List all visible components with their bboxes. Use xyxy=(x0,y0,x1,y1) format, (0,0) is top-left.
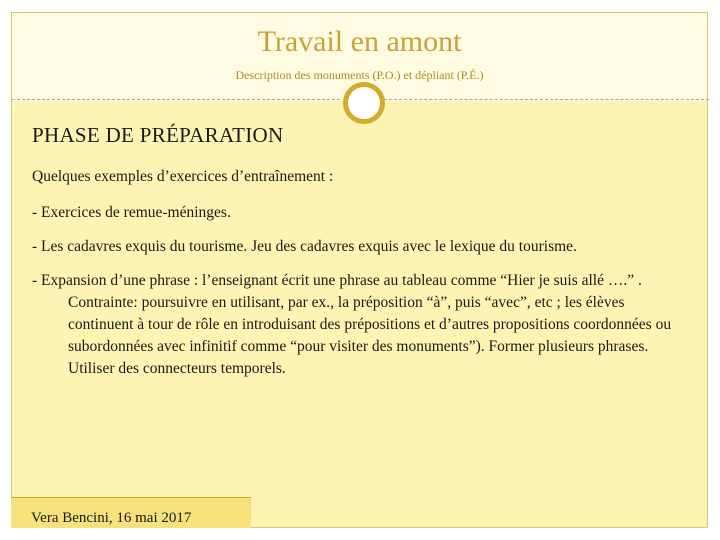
header-divider-right xyxy=(384,99,709,100)
slide-subtitle: Description des monuments (P.O.) et dépliant (P.É.) xyxy=(235,68,484,82)
slide-footer: Vera Bencini, 16 mai 2017 xyxy=(11,497,251,528)
section-heading: PHASE DE PRÉPARATION xyxy=(32,123,284,147)
list-item: - Les cadavres exquis du tourisme. Jeu des cadavres exquis avec le lexique du tourisme. xyxy=(32,238,577,255)
slide xyxy=(11,12,708,528)
header-divider-left xyxy=(12,99,340,100)
slide-title: Travail en amont xyxy=(257,25,462,58)
intro-text: Quelques exemples d’exercices d’entraînement : xyxy=(32,168,334,185)
list-item: - Exercices de remue-méninges. xyxy=(32,204,231,221)
list-item: - Expansion d’une phrase : l’enseignant écrit une phrase au tableau comme “Hier je suis allé ….” . Contrainte: poursuivre en utilisant, par ex., la préposition “à”, puis “avec”, etc ; les élèves continuent à tour de rôle en introduisant des prépositions et d’autres propositions coordonnées ou subordonnées avec infinitif comme “pour visiter des monuments”). Former plusieurs phrases. Utiliser des connecteurs temporels. xyxy=(32,272,672,377)
slide-body xyxy=(32,123,682,392)
decorative-circle-icon xyxy=(343,82,385,124)
